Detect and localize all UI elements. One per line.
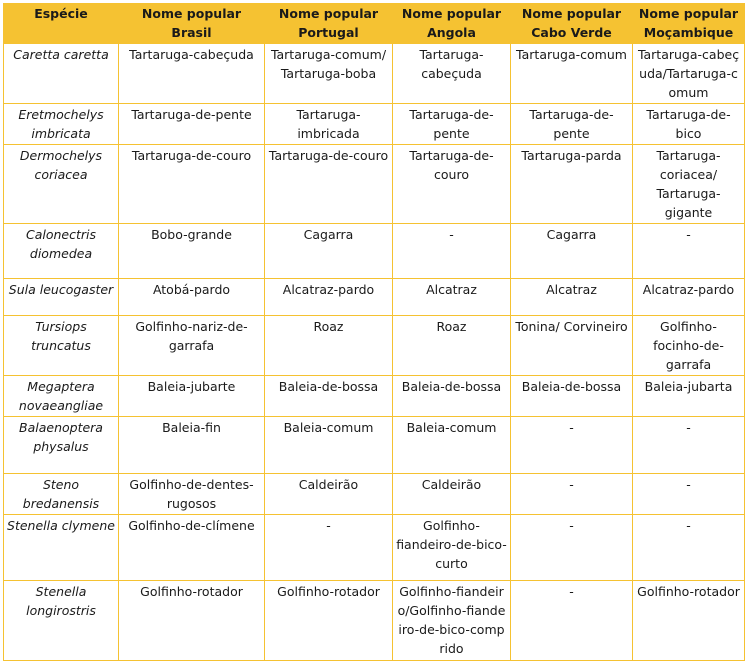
header-angola: Nome popular Angola xyxy=(393,4,511,44)
cabo-verde-cell: Cagarra xyxy=(511,224,633,279)
portugal-cell: Tartaruga-imbricada xyxy=(265,104,393,145)
header-brasil: Nome popular Brasil xyxy=(119,4,265,44)
table-row xyxy=(4,104,745,145)
mocambique-cell: Golfinho-rotador xyxy=(633,581,745,661)
table-row xyxy=(4,376,745,417)
species-cell: Steno bredanensis xyxy=(4,474,119,515)
brasil-cell: Bobo-grande xyxy=(119,224,265,279)
brasil-cell: Baleia-fin xyxy=(119,417,265,474)
angola-cell: Tartaruga-de-couro xyxy=(393,145,511,224)
mocambique-cell: Tartaruga-coriacea/ Tartaruga-gigante xyxy=(633,145,745,224)
angola-cell: Tartaruga-de-pente xyxy=(393,104,511,145)
angola-cell: Baleia-de-bossa xyxy=(393,376,511,417)
mocambique-cell: - xyxy=(633,515,745,581)
portugal-cell: - xyxy=(265,515,393,581)
portugal-cell: Caldeirão xyxy=(265,474,393,515)
angola-cell: Roaz xyxy=(393,316,511,376)
angola-cell: Tartaruga-cabeçuda xyxy=(393,44,511,104)
table-row xyxy=(4,316,745,376)
brasil-cell: Baleia-jubarte xyxy=(119,376,265,417)
angola-cell: Caldeirão xyxy=(393,474,511,515)
mocambique-cell: Tartaruga-de-bico xyxy=(633,104,745,145)
brasil-cell: Tartaruga-de-couro xyxy=(119,145,265,224)
portugal-cell: Baleia-de-bossa xyxy=(265,376,393,417)
mocambique-cell: Golfinho-focinho-de-garrafa xyxy=(633,316,745,376)
brasil-cell: Golfinho-de-dentes-rugosos xyxy=(119,474,265,515)
cabo-verde-cell: Alcatraz xyxy=(511,279,633,316)
portugal-cell: Alcatraz-pardo xyxy=(265,279,393,316)
angola-cell: Golfinho-fiandeiro-de-bico-curto xyxy=(393,515,511,581)
species-cell: Eretmochelys imbricata xyxy=(4,104,119,145)
species-cell: Stenella longirostris xyxy=(4,581,119,661)
portugal-cell: Tartaruga-de-couro xyxy=(265,145,393,224)
cabo-verde-cell: - xyxy=(511,581,633,661)
portugal-cell: Cagarra xyxy=(265,224,393,279)
species-cell: Megaptera novaeangliae xyxy=(4,376,119,417)
table-row xyxy=(4,417,745,474)
angola-cell: Baleia-comum xyxy=(393,417,511,474)
mocambique-cell: - xyxy=(633,474,745,515)
species-cell: Sula leucogaster xyxy=(4,279,119,316)
table-row xyxy=(4,224,745,279)
brasil-cell: Golfinho-nariz-de-garrafa xyxy=(119,316,265,376)
mocambique-cell: Baleia-jubarta xyxy=(633,376,745,417)
brasil-cell: Atobá-pardo xyxy=(119,279,265,316)
header-row xyxy=(4,4,745,44)
brasil-cell: Golfinho-rotador xyxy=(119,581,265,661)
species-cell: Caretta caretta xyxy=(4,44,119,104)
table-row xyxy=(4,581,745,661)
angola-cell: - xyxy=(393,224,511,279)
species-names-table xyxy=(3,3,745,661)
table-row xyxy=(4,44,745,104)
portugal-cell: Golfinho-rotador xyxy=(265,581,393,661)
table-row xyxy=(4,474,745,515)
table-row xyxy=(4,515,745,581)
cabo-verde-cell: Tonina/ Corvineiro xyxy=(511,316,633,376)
cabo-verde-cell: - xyxy=(511,474,633,515)
header-cabo-verde: Nome popular Cabo Verde xyxy=(511,4,633,44)
portugal-cell: Tartaruga-comum/Tartaruga-boba xyxy=(265,44,393,104)
brasil-cell: Tartaruga-de-pente xyxy=(119,104,265,145)
header-mocambique: Nome popular Moçambique xyxy=(633,4,745,44)
species-cell: Dermochelys coriacea xyxy=(4,145,119,224)
cabo-verde-cell: - xyxy=(511,515,633,581)
species-cell: Tursiops truncatus xyxy=(4,316,119,376)
angola-cell: Golfinho-fiandeiro/Golfinho-fiandeiro-de-bico-comprido xyxy=(393,581,511,661)
brasil-cell: Tartaruga-cabeçuda xyxy=(119,44,265,104)
table-row xyxy=(4,279,745,316)
portugal-cell: Roaz xyxy=(265,316,393,376)
header-portugal: Nome popular Portugal xyxy=(265,4,393,44)
species-cell: Calonectris diomedea xyxy=(4,224,119,279)
mocambique-cell: - xyxy=(633,224,745,279)
angola-cell: Alcatraz xyxy=(393,279,511,316)
brasil-cell: Golfinho-de-clímene xyxy=(119,515,265,581)
cabo-verde-cell: - xyxy=(511,417,633,474)
species-cell: Stenella clymene xyxy=(4,515,119,581)
mocambique-cell: Alcatraz-pardo xyxy=(633,279,745,316)
cabo-verde-cell: Baleia-de-bossa xyxy=(511,376,633,417)
header-especie: Espécie xyxy=(4,4,119,44)
cabo-verde-cell: Tartaruga-comum xyxy=(511,44,633,104)
table-row xyxy=(4,145,745,224)
cabo-verde-cell: Tartaruga-de-pente xyxy=(511,104,633,145)
species-cell: Balaenoptera physalus xyxy=(4,417,119,474)
mocambique-cell: - xyxy=(633,417,745,474)
mocambique-cell: Tartaruga-cabeçuda/Tartaruga-comum xyxy=(633,44,745,104)
cabo-verde-cell: Tartaruga-parda xyxy=(511,145,633,224)
portugal-cell: Baleia-comum xyxy=(265,417,393,474)
